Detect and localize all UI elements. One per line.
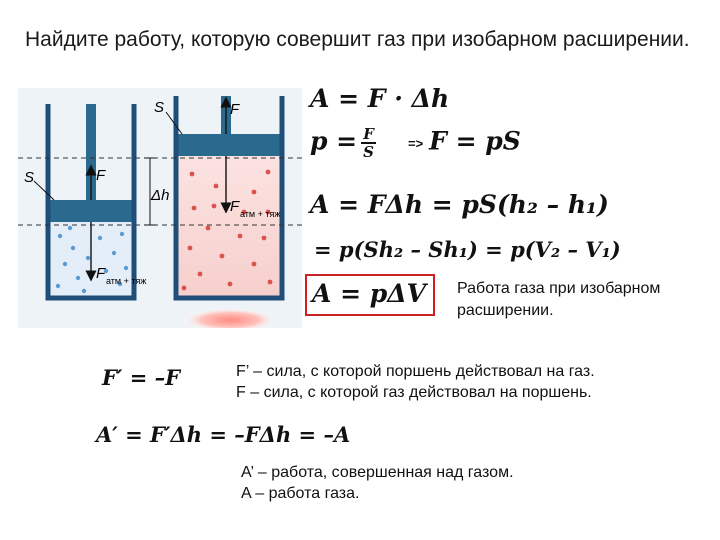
result-note xyxy=(457,278,660,322)
implies-arrow: => xyxy=(407,135,424,151)
right-piston xyxy=(176,134,282,156)
work-volume-formula: = p(Sh₂ – Sh₁) = p(V₂ – V₁) xyxy=(314,237,621,262)
pressure-formula xyxy=(310,126,521,160)
work-definition-formula: A = F · Δh xyxy=(310,84,450,113)
left-piston xyxy=(48,200,134,222)
force-label-right: F xyxy=(230,101,240,118)
force-description-line1: F’ – сила, с которой поршень действовал на газ. xyxy=(236,363,595,380)
fraction-numerator: F xyxy=(361,126,376,144)
fraction-denominator: S xyxy=(363,143,374,161)
force-description xyxy=(236,361,595,403)
weight-sub-right: атм + тяж xyxy=(240,209,281,219)
weight-sub-left: атм + тяж xyxy=(106,276,147,286)
page-title: Найдите работу, которую совершит газ при изобарном расширении. xyxy=(25,28,690,51)
result-note-line2: расширении. xyxy=(457,302,554,319)
work-result-formula: A = pΔV xyxy=(312,279,427,308)
height-label: Δh xyxy=(151,187,170,204)
work-description-line1: A’ – работа, совершенная над газом. xyxy=(241,464,514,481)
weight-label-right: F xyxy=(230,198,240,215)
work-description xyxy=(241,462,514,504)
piston-diagram xyxy=(18,88,302,328)
work-expanded-formula: A = FΔh = pS(h₂ – h₁) xyxy=(310,190,609,219)
work-description-line2: A – работа газа. xyxy=(241,485,360,502)
result-note-line1: Работа газа при изобарном xyxy=(457,280,661,297)
area-label-right: S xyxy=(154,99,165,116)
force-description-line2: F – сила, с которой газ действовал на поршень. xyxy=(236,384,592,401)
pressure-lhs: p = xyxy=(310,126,358,156)
force-label-left: F xyxy=(96,167,106,184)
work-on-gas-formula: A′ = F′Δh = –FΔh = –A xyxy=(96,422,351,447)
force-formula: F = pS xyxy=(429,126,521,156)
pressure-fraction xyxy=(361,126,376,160)
area-label-left: S xyxy=(24,169,35,186)
weight-label-left: F xyxy=(96,265,106,282)
reaction-force-formula: F′ = –F xyxy=(102,365,181,390)
